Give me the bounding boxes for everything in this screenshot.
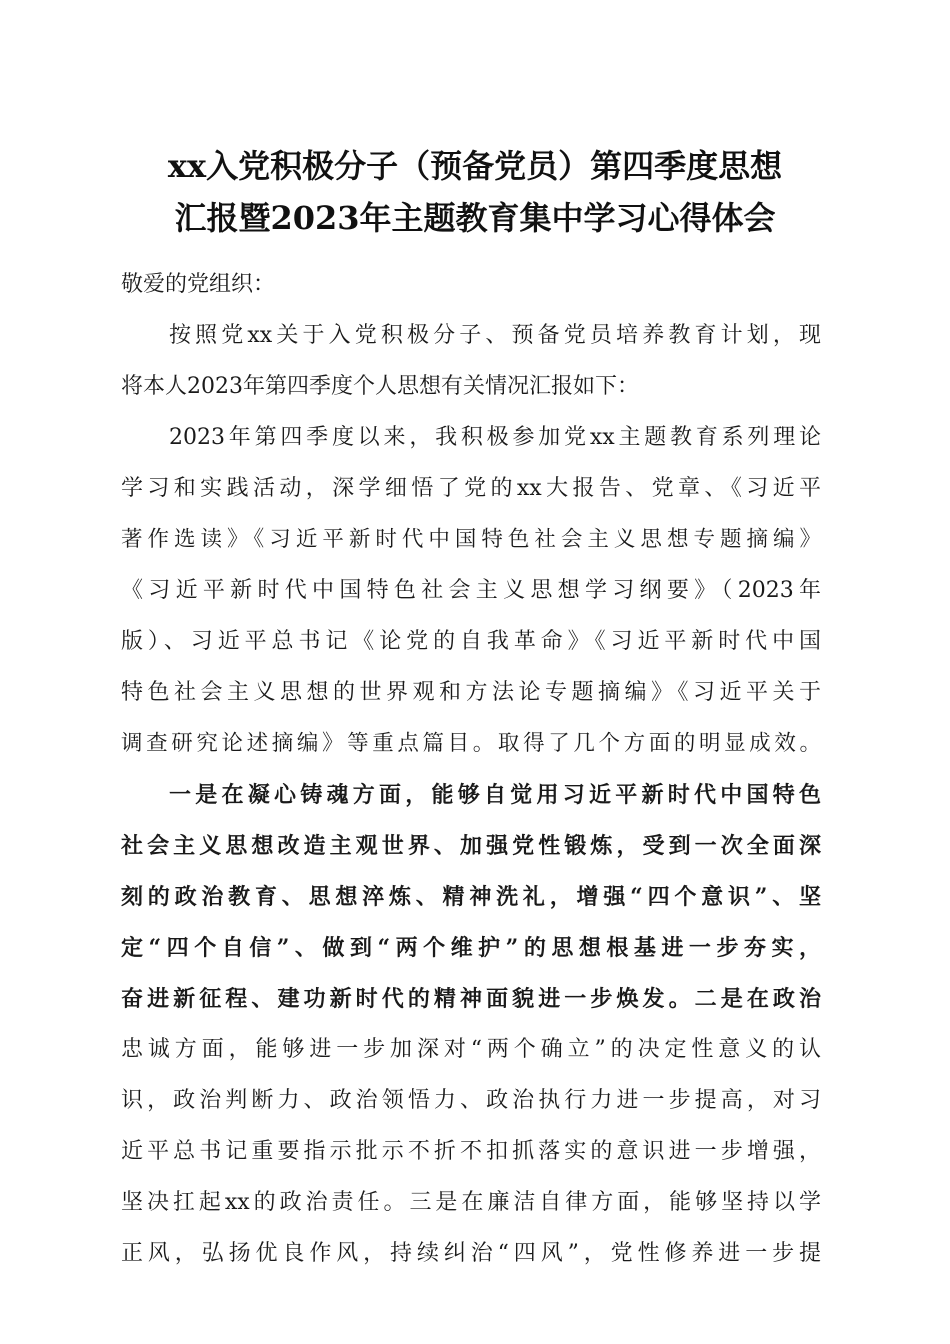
- paragraph-3-line-3: 刻的政治教育、思想淬炼、精神洗礼，增强“四个意识”、坚: [121, 884, 821, 910]
- paragraph-3-line-7: 识，政治判断力、政治领悟力、政治执行力进一步提高，对习: [121, 1088, 821, 1113]
- paragraph-3-line-4: 定“四个自信”、做到“两个维护”的思想根基进一步夯实，: [121, 935, 821, 961]
- title-line-1: xx入党积极分子（预备党员）第四季度思想: [167, 147, 783, 185]
- paragraph-2-line-4: 《习近平新时代中国特色社会主义思想学习纲要》（2023年: [121, 578, 821, 603]
- paragraph-3-line-6: 忠诚方面，能够进一步加深对“两个确立”的决定性意义的认: [121, 1037, 821, 1062]
- salutation: 敬爱的党组织：: [121, 272, 276, 297]
- paragraph-1-line-1: 按照党xx关于入党积极分子、预备党员培养教育计划，现: [169, 323, 821, 348]
- paragraph-3-line-1: 一是在凝心铸魂方面，能够自觉用习近平新时代中国特色: [169, 782, 821, 808]
- title-line-2: 汇报暨2023年主题教育集中学习心得体会: [174, 199, 776, 237]
- paragraph-3-line-2: 社会主义思想改造主观世界、加强党性锻炼，受到一次全面深: [121, 833, 821, 859]
- document-body: [121, 270, 821, 1290]
- paragraph-2-line-6: 特色社会主义思想的世界观和方法论专题摘编》《习近平关于: [121, 680, 821, 705]
- paragraph-2-line-3: 著作选读》《习近平新时代中国特色社会主义思想专题摘编》: [121, 527, 821, 552]
- paragraph-3-line-8: 近平总书记重要指示批示不折不扣抓落实的意识进一步增强，: [121, 1139, 821, 1164]
- paragraph-3-line-5: 奋进新征程、建功新时代的精神面貌进一步焕发。二是在政治: [121, 986, 821, 1012]
- paragraph-1-line-2: 将本人2023年第四季度个人思想有关情况汇报如下：: [121, 374, 639, 399]
- paragraph-2-line-1: 2023年第四季度以来，我积极参加党xx主题教育系列理论: [169, 425, 821, 450]
- paragraph-2-line-5: 版）、习近平总书记《论党的自我革命》《习近平新时代中国: [121, 629, 821, 654]
- document-title: [110, 140, 840, 244]
- paragraph-2-line-2: 学习和实践活动，深学细悟了党的xx大报告、党章、《习近平: [121, 476, 821, 501]
- paragraph-3-line-9: 坚决扛起xx的政治责任。三是在廉洁自律方面，能够坚持以学: [121, 1190, 821, 1215]
- paragraph-2-line-7: 调查研究论述摘编》等重点篇目。取得了几个方面的明显成效。: [121, 731, 821, 756]
- paragraph-3-line-10: 正风，弘扬优良作风，持续纠治“四风”，党性修养进一步提: [121, 1241, 821, 1266]
